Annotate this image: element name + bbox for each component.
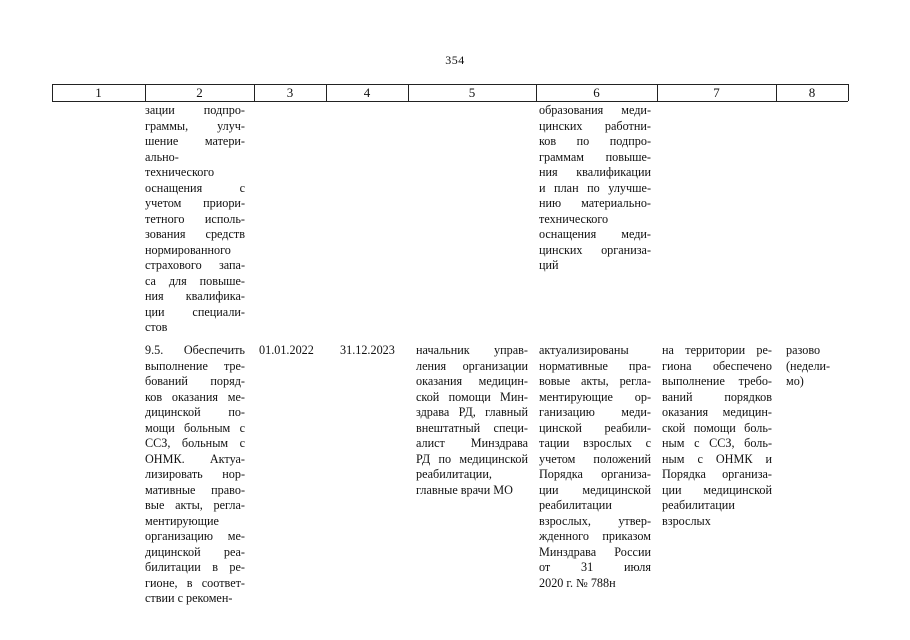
header-column-number: 4 xyxy=(363,85,371,100)
cell-text-line: ССЗ, больным с xyxy=(145,436,245,450)
cell-text-line: нормативные пра- xyxy=(539,358,651,373)
cell-text-line: ской помощи Мин- xyxy=(416,389,528,404)
cell-text-line: на территории ре- xyxy=(662,343,772,357)
header-column-divider xyxy=(848,84,849,101)
cell-text-line: тации взрослых с xyxy=(539,436,651,450)
header-column-number: 7 xyxy=(713,85,720,100)
cell-text-line: ганизацию меди- xyxy=(539,405,651,419)
cell-text-line: ции медицинской xyxy=(662,482,772,497)
cell-text-line: организацию ме- xyxy=(145,529,245,543)
cell-text-line: взрослых, утвер- xyxy=(539,513,651,528)
header-bottom-rule xyxy=(52,101,848,102)
row-9-5-measure-cell xyxy=(145,343,245,607)
cell-text-line: учетом положений xyxy=(539,451,651,466)
header-column-number: 5 xyxy=(468,85,476,100)
continuation-col2-cell xyxy=(145,103,245,336)
cell-text-line: РД по медицинской xyxy=(416,451,528,466)
cell-text-line: страхового запа- xyxy=(145,258,245,272)
continuation-col6-cell xyxy=(539,103,651,274)
cell-text-line: реабилитации xyxy=(539,498,612,512)
cell-text-line: ваний порядков xyxy=(662,389,772,404)
header-column-number: 3 xyxy=(286,85,294,100)
cell-text-line: ния квалификации xyxy=(539,165,651,179)
cell-text-line: реабилитации xyxy=(662,498,735,512)
cell-text-line: реабилитации, xyxy=(416,467,492,481)
page-number: 354 xyxy=(445,53,465,67)
cell-text-line: разово xyxy=(786,343,821,357)
cell-text-line: оснащения с xyxy=(145,180,245,195)
cell-text-line: ции медицинской xyxy=(539,482,651,497)
cell-text-line: оказания медицин- xyxy=(662,405,772,419)
cell-text-line: алист Минздрава xyxy=(416,436,528,450)
cell-text-line: ным с ССЗ, боль- xyxy=(662,436,772,450)
header-column-number: 2 xyxy=(196,85,203,100)
cell-text-line: билитации в ре- xyxy=(145,560,245,574)
cell-text-line: начальник управ- xyxy=(416,343,528,357)
cell-text-line: образования меди- xyxy=(539,103,651,117)
cell-text-line: (недели- xyxy=(786,358,831,373)
cell-text-line: Порядка организа- xyxy=(539,467,651,481)
cell-text-line: ствии с рекомен- xyxy=(145,591,233,605)
cell-text-line: лизировать нор- xyxy=(145,467,245,481)
cell-text-line: и план по улучше- xyxy=(539,180,651,195)
cell-text-line: выполнение тре- xyxy=(145,358,245,373)
cell-text-line: ций xyxy=(539,258,559,272)
cell-text-line: дицинской реа- xyxy=(145,544,245,559)
cell-text-line: жденного приказом xyxy=(539,529,651,543)
cell-text-line: ской помощи боль- xyxy=(662,420,772,435)
cell-text-line: актуализированы xyxy=(539,343,629,357)
cell-text-line: граммам повыше- xyxy=(539,149,651,164)
cell-text-line: нию материально- xyxy=(539,196,651,210)
cell-text-line: са для повыше- xyxy=(145,273,245,288)
cell-text-line: здрава РД, главный xyxy=(416,405,528,419)
cell-text-line: вые акты, регла- xyxy=(145,498,245,512)
row-9-5-result-cell xyxy=(539,343,651,591)
row-9-5-frequency-cell xyxy=(786,343,836,390)
cell-text-line: мощи больным с xyxy=(145,420,245,435)
cell-text-line: граммы, улуч- xyxy=(145,118,245,133)
cell-text-line: ным с ОНМК и xyxy=(662,451,772,466)
cell-text-line: технического xyxy=(539,211,609,226)
cell-text-line: оказания медицин- xyxy=(416,374,528,388)
cell-text-line: цинских организа- xyxy=(539,242,651,257)
cell-text-line: ально- xyxy=(145,149,179,164)
cell-text-line: ков оказания ме- xyxy=(145,389,245,404)
cell-text-line: главные врачи МО xyxy=(416,482,513,497)
header-column-number: 1 xyxy=(95,85,102,100)
cell-text-line: ментирующие xyxy=(145,513,219,528)
row-9-5-start-date: 01.01.2022 xyxy=(259,343,314,357)
cell-text-line: дицинской по- xyxy=(145,405,245,419)
row-9-5-indicator-cell xyxy=(662,343,772,529)
cell-text-line: цинской реабили- xyxy=(539,420,651,435)
row-9-5-responsible-cell xyxy=(416,343,528,498)
cell-text-line: ОНМК. Актуа- xyxy=(145,451,245,466)
cell-text-line: зования средств xyxy=(145,227,245,241)
cell-text-line: 9.5. Обеспечить xyxy=(145,343,245,357)
cell-text-line: ции специали- xyxy=(145,304,245,319)
cell-text-line: внештатный специ- xyxy=(416,420,528,435)
cell-text-line: Порядка организа- xyxy=(662,467,772,481)
cell-text-line: мо) xyxy=(786,374,804,388)
cell-text-line: ления организации xyxy=(416,358,528,373)
cell-text-line: бований поряд- xyxy=(145,374,245,388)
cell-text-line: оснащения меди- xyxy=(539,227,651,241)
cell-text-line: нормированного xyxy=(145,242,231,257)
cell-text-line: вовые акты, регла- xyxy=(539,374,651,388)
cell-text-line: шение матери- xyxy=(145,134,245,148)
cell-text-line: выполнение требо- xyxy=(662,374,772,388)
cell-text-line: от 31 июля xyxy=(539,560,651,574)
cell-text-line: мативные право- xyxy=(145,482,245,497)
cell-text-line: гиона обеспечено xyxy=(662,358,772,373)
cell-text-line: стов xyxy=(145,320,168,334)
row-9-5-end-date: 31.12.2023 xyxy=(340,343,395,357)
cell-text-line: ментирующие ор- xyxy=(539,389,651,404)
header-column-number: 8 xyxy=(808,85,816,100)
cell-text-line: учетом приори- xyxy=(145,196,245,210)
header-column-number: 6 xyxy=(593,85,600,100)
cell-text-line: ков по подпро- xyxy=(539,134,651,148)
cell-text-line: 2020 г. № 788н xyxy=(539,575,616,590)
cell-text-line: тетного исполь- xyxy=(145,211,245,226)
cell-text-line: технического xyxy=(145,165,215,179)
cell-text-line: взрослых xyxy=(662,513,711,528)
cell-text-line: ния квалифика- xyxy=(145,289,245,303)
cell-text-line: Минздрава России xyxy=(539,544,651,559)
cell-text-line: гионе, в соответ- xyxy=(145,575,245,590)
cell-text-line: зации подпро- xyxy=(145,103,245,117)
cell-text-line: цинских работни- xyxy=(539,118,651,133)
